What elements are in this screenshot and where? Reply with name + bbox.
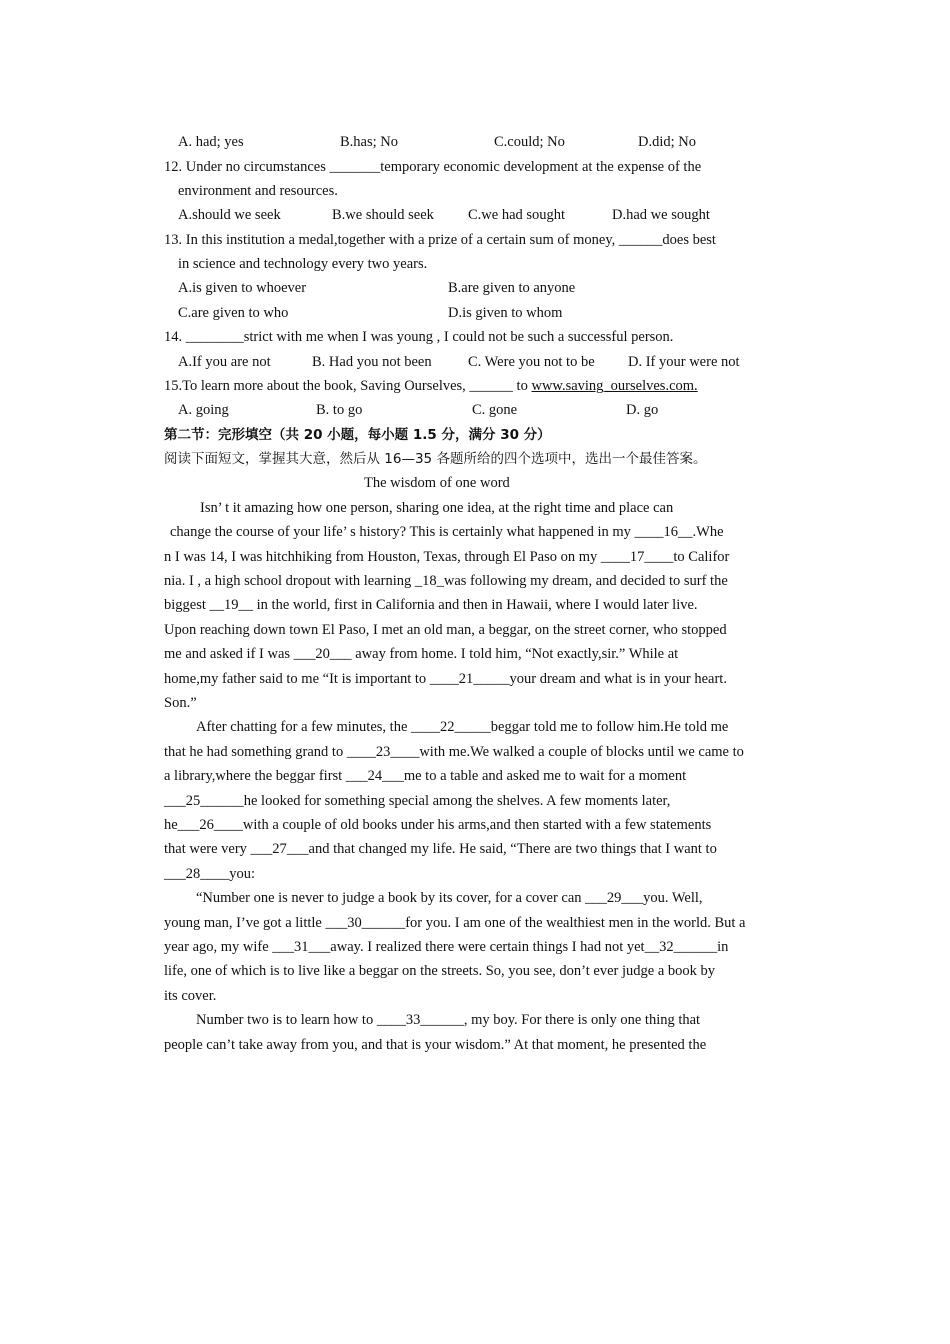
q12-option-d[interactable]: D.had we sought <box>612 207 710 223</box>
passage-line: n I was 14, I was hitchhiking from Houston, Texas, through El Paso on my ____17____to Califor <box>164 549 730 565</box>
passage-line: change the course of your life’ s history? This is certainly what happened in my ____16__.Whe <box>170 524 724 540</box>
q15-stem-text: 15.To learn more about the book, Saving Ourselves, ______ to <box>164 378 532 394</box>
passage-line: Number two is to learn how to ____33______, my boy. For there is only one thing that <box>196 1012 701 1028</box>
q11-option-a[interactable]: A. had; yes <box>178 134 244 150</box>
q14-option-b[interactable]: B. Had you not been <box>312 354 432 370</box>
passage-line: year ago, my wife ___31___away. I realized there were certain things I had not yet__32______in <box>164 939 729 955</box>
passage-line: a library,where the beggar first ___24___me to a table and asked me to wait for a moment <box>164 768 687 784</box>
q14-stem: 14. ________strict with me when I was young , I could not be such a successful person. <box>164 329 674 345</box>
q11-option-b[interactable]: B.has; No <box>340 134 398 150</box>
passage-line: that were very ___27___and that changed my life. He said, “There are two things that I want to <box>164 841 717 857</box>
q14-option-a[interactable]: A.If you are not <box>178 354 271 370</box>
section-heading: 第二节：完形填空（共 20 小题，每小题 1.5 分，满分 30 分） <box>164 427 551 443</box>
passage-line: After chatting for a few minutes, the ____22_____beggar told me to follow him.He told me <box>196 719 729 735</box>
q13-option-b[interactable]: B.are given to anyone <box>448 280 576 296</box>
q13-stem-line1: 13. In this institution a medal,together with a prize of a certain sum of money, ______does best <box>164 232 716 248</box>
q12-option-a[interactable]: A.should we seek <box>178 207 281 223</box>
passage-line: young man, I’ve got a little ___30______for you. I am one of the wealthiest men in the world. But a <box>164 915 746 931</box>
q12-stem-line2: environment and resources. <box>178 183 338 199</box>
q13-stem-line2: in science and technology every two years. <box>178 256 428 272</box>
q13-option-c[interactable]: C.are given to who <box>178 305 289 321</box>
q15-option-a[interactable]: A. going <box>178 402 229 418</box>
q12-stem-line1: 12. Under no circumstances _______temporary economic development at the expense of the <box>164 159 702 175</box>
q12-option-b[interactable]: B.we should seek <box>332 207 434 223</box>
q12-option-c[interactable]: C.we had sought <box>468 207 566 223</box>
passage-line: he___26____with a couple of old books under his arms,and then started with a few statements <box>164 817 712 833</box>
passage-line: biggest __19__ in the world, first in California and then in Hawaii, where I would later live. <box>164 597 698 613</box>
q11-option-d[interactable]: D.did; No <box>638 134 696 150</box>
passage-line: ___25______he looked for something special among the shelves. A few moments later, <box>164 793 671 809</box>
passage-line: that he had something grand to ____23____with me.We walked a couple of blocks until we came to <box>164 744 744 760</box>
passage-line: “Number one is never to judge a book by its cover, for a cover can ___29___you. Well, <box>196 890 703 906</box>
q15-website-link[interactable]: www.saving_ourselves.com. <box>531 378 698 394</box>
passage-line: Upon reaching down town El Paso, I met an old man, a beggar, on the street corner, who stopped <box>164 622 727 638</box>
passage-title: The wisdom of one word <box>364 475 510 491</box>
q15-option-b[interactable]: B. to go <box>316 402 363 418</box>
passage-line: Son.” <box>164 695 197 711</box>
q15-stem <box>164 376 698 396</box>
passage-line: ___28____you: <box>164 866 256 882</box>
section-instruction: 阅读下面短文，掌握其大意，然后从 16—35 各题所给的四个选项中，选出一个最佳答案。 <box>164 451 707 467</box>
passage-line: life, one of which is to live like a beggar on the streets. So, you see, don’t ever judge a book by <box>164 963 715 979</box>
q14-option-c[interactable]: C. Were you not to be <box>468 354 595 370</box>
passage-line: Isn’ t it amazing how one person, sharing one idea, at the right time and place can <box>200 500 674 516</box>
q13-option-a[interactable]: A.is given to whoever <box>178 280 307 296</box>
passage-line: people can’t take away from you, and that is your wisdom.” At that moment, he presented the <box>164 1037 707 1053</box>
q15-option-d[interactable]: D. go <box>626 402 659 418</box>
q13-option-d[interactable]: D.is given to whom <box>448 305 563 321</box>
q15-option-c[interactable]: C. gone <box>472 402 518 418</box>
q11-option-c[interactable]: C.could; No <box>494 134 565 150</box>
passage-line: nia. I , a high school dropout with learning _18_was following my dream, and decided to surf the <box>164 573 728 589</box>
passage-line: its cover. <box>164 988 217 1004</box>
passage-line: me and asked if I was ___20___ away from home. I told him, “Not exactly,sir.” While at <box>164 646 679 662</box>
passage-line: home,my father said to me “It is important to ____21_____your dream and what is in your heart. <box>164 671 727 687</box>
q14-option-d[interactable]: D. If your were not <box>628 354 740 370</box>
